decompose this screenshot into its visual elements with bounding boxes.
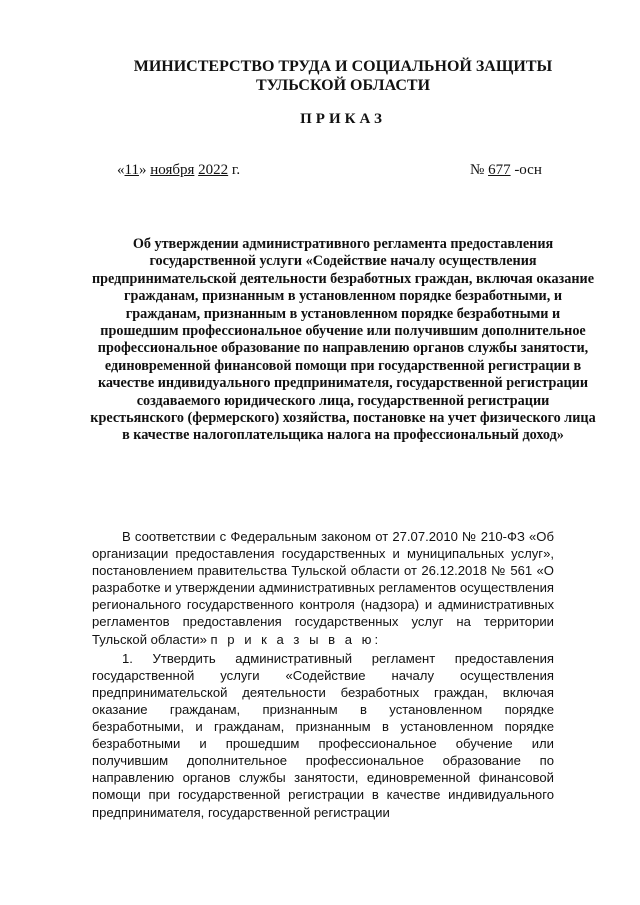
date-suffix: г. (231, 162, 241, 178)
preamble-text: В соответствии с Федеральным законом от 27.07.2010 № 210-ФЗ «Об организации предоставления государственных и муниципальных услуг», постановлением правительства Тульской области от 26.12.2018 № 561 «О разработке и утверждении административных регламентов осуществления регионального государственного контроля (надзора) и административных регламентов предоставления государственных услуг на территории Тульской области» (92, 529, 554, 647)
number-suffix: -осн (514, 162, 542, 178)
order-number (470, 162, 542, 179)
ministry-name (90, 57, 596, 95)
document-title: Об утверждении административного регламента предоставления государственной услуги «Содействие началу осуществления предпринимательской деятельности безработных граждан, включая оказание гражданам, признанным в установленном порядке безработными, и гражданам, признанным в установленном порядке безработными и прошедшим профессиональное обучение или получившим дополнительное профессиональное образование по направлению органов службы занятости, единовременной финансовой помощи при государственной регистрации в качестве индивидуального предпринимателя, государственной регистрации создаваемого юридического лица, государственной регистрации крестьянского (фермерского) хозяйства, постановке на учет физического лица в качестве налогоплательщика налога на профессиональный доход» (90, 236, 596, 444)
ministry-line-2: ТУЛЬСКОЙ ОБЛАСТИ (255, 77, 431, 94)
preamble-paragraph (92, 528, 554, 648)
date-year: 2022 (198, 162, 229, 178)
item-1-paragraph: 1. Утвердить административный регламент предоставления государственной услуги «Содействие началу осуществления предпринимательской деятельности безработных граждан, включая оказание гражданам, признанным в установленном порядке безработными, и гражданам, признанным в установленном порядке безработными и прошедшим профессиональное обучение или получившим дополнительное профессиональное образование по направлению органов службы занятости, единовременной финансовой помощи при государственной регистрации в качестве индивидуального предпринимателя, государственной регистрации (92, 650, 554, 820)
document-body (92, 528, 554, 821)
date-day: 11 (124, 162, 139, 178)
number-value: 677 (488, 162, 511, 178)
date-month: ноября (150, 162, 195, 178)
number-prefix: № (470, 162, 485, 178)
order-heading: ПРИКАЗ (300, 111, 386, 127)
ministry-line-1: МИНИСТЕРСТВО ТРУДА И СОЦИАЛЬНОЙ ЗАЩИТЫ (133, 58, 553, 75)
order-verb: п р и к а з ы в а ю: (210, 631, 382, 647)
order-date: «11» ноября 2022 г. (117, 162, 241, 178)
